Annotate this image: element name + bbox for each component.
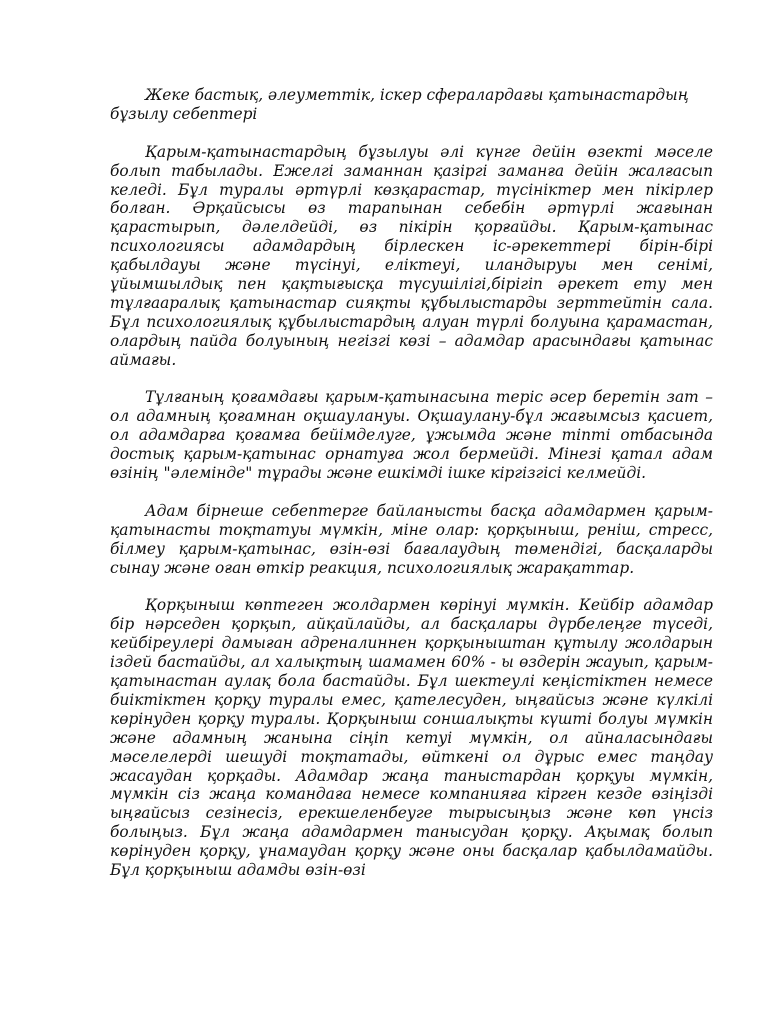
document-page [110, 86, 713, 880]
paragraph-reasons: Адам бірнеше себептерге байланысты басқа адамдармен қарым-қатынасты тоқтатуы мүмкін, міне олар: қорқыныш, реніш, стресс, білмеу қарым-қатынас, өзін-өзі бағалаудың төмендігі, басқаларды сынау және оған өткір реакция, психологиялық жарақаттар. [110, 501, 713, 577]
paragraph-isolation: Тұлғаның қоғамдағы қарым-қатынасына теріс әсер беретін зат – ол адамның қоғамнан оқшаулануы. Оқшаулану-бұл жағымсыз қасиет, ол адамдарға қоғамға бейімделуге, ұжымда және тіпті отбасында достық қарым-қатынас орнатуға жол бермейді. Мінезі қатал адам өзінің "әлемінде" тұрады және ешкімді ішке кіргізгісі келмейді. [110, 388, 713, 483]
document-title: Жеке бастық, әлеуметтік, іскер сфералардағы қатынастардың бұзылу себептері [110, 86, 689, 123]
paragraph-fear: Қорқыныш көптеген жолдармен көрінуі мүмкін. Кейбір адамдар бір нәрседен қорқып, айқайлайды, ал басқалары дүрбелеңге түседі, кейбіреулері дамыған адреналиннен қорқыныштан құтылу жолдарын іздей бастайды, ал халықтың шамамен 60% - ы өздерін жауып, қарым-қатынастан аулақ бола бастайды. Бұл шектеулі кеңістіктен немесе биіктіктен қорқу туралы емес, қателесуден, ыңғайсыз және күлкілі көрінуден қорқу туралы. Қорқыныш соншалықты күшті болуы мүмкін және адамның жанына сіңіп кетуі мүмкін, ол айналасындағы мәселелерді шешуді тоқтатады, өйткені ол дұрыс емес таңдау жасаудан қорқады. Адамдар жаңа таныстардан қорқуы мүмкін, мүмкін сіз жаңа командаға немесе компанияға кірген кезде өзіңізді ыңғайсыз сезінесіз, ерекшеленбеуге тырысыңыз және көп үнсіз болыңыз. Бұл жаңа адамдармен танысудан қорқу. Ақымақ болып көрінуден қорқу, ұнамаудан қорқу және оны басқалар қабылдамайды. Бұл қорқыныш адамды өзін-өзі [110, 596, 713, 880]
paragraph-communication-disruption: Қарым-қатынастардың бұзылуы әлі күнге дейін өзекті мәселе болып табылады. Ежелгі заманнан қазіргі заманға дейін жалғасып келеді. Бұл туралы әртүрлі көзқарастар, түсініктер мен пікірлер болған. Әрқайсысы өз тарапынан себебін әртүрлі жағынан қарастырып, дәлелдейді, өз пікірін қорғайды. Қарым-қатынас психологиясы адамдардың бірлескен іс-әрекеттері бірін-бірі қабылдауы және түсінуі, еліктеуі, иландыруы мен сенімі, ұйымшылдық пен қақтығысқа түсушілігі,бірігіп әрекет ету мен тұлғааралық қатынастар сияқты құбылыстарды зерттейтін сала. Бұл психологиялық құбылыстардың алуан түрлі болуына қарамастан, олардың пайда болуының негізгі көзі – адамдар арасындағы қатынас аймағы. [110, 142, 713, 369]
